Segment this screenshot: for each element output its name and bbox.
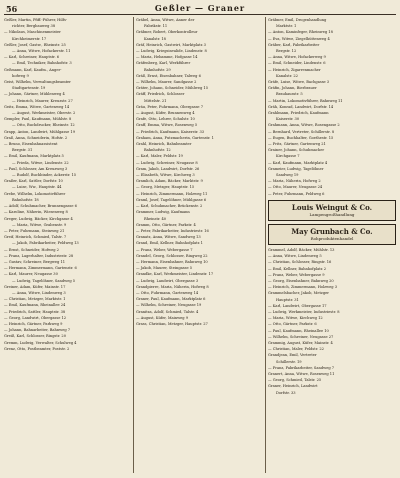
- running-head: Geßler — Graner: [154, 3, 246, 13]
- directory-entry: — Anton, Kaminfeger, Rheinweg 18: [268, 30, 333, 35]
- directory-entry: Graß, Anna, Schneiderin, Hofstr. 2: [4, 135, 68, 140]
- directory-entry: — Maria, Witwe, Kirchweg 12: [268, 316, 323, 321]
- directory-entry: — August, Küfer, Brunnenweg 4: [136, 111, 195, 116]
- directory-entry-continuation: — Anna, Witwe, Lindenweg 3: [12, 290, 66, 295]
- directory-entry: — Friedrich, Sattler, Hauptstr. 38: [4, 309, 66, 314]
- directory-entry: Greif, Heinrich, Schmied, Talstr. 7: [4, 235, 67, 240]
- directory-entry: Grahlmann, Friedrich, Kaufmann: [268, 111, 329, 116]
- directory-entry: Grammig, August, Küfer, Mainstr. 4: [268, 340, 333, 345]
- directory-entry: — Franz, Fabrikarbeiter, Sandweg 7: [268, 365, 335, 370]
- directory-entry: Granert, Anna, Witwe, Rosenweg 11: [268, 371, 335, 376]
- directory-entry: Gräu, Peter, Fuhrmann, Obergasse 7: [136, 104, 203, 109]
- directory-entry: — Hermann, Eisenbahner, Bahnweg 10: [136, 259, 208, 264]
- directory-entry: Gräfenberg, Karl, Werkführer: [136, 61, 191, 66]
- directory-entry: — Emil, Kaufmann, Marktplatz 5: [4, 154, 64, 159]
- directory-entry-continuation: Bahnhofstr. 29: [144, 67, 171, 72]
- column-3-lower: [268, 247, 396, 396]
- directory-entry: — Karl, Maurer, Neugasse 30: [4, 272, 58, 277]
- directory-entry-continuation: Bergstr. 12: [276, 49, 297, 54]
- directory-entry: — Peter, Fabrikarbeiter, Industriestr. 16: [136, 228, 209, 233]
- directory-entry: Graner, Heinrich, Landwirt: [268, 384, 318, 389]
- directory-entry: Grandjean, Emil, Vertreter: [268, 353, 317, 358]
- directory-entry: Grapp, Anton, Landwirt, Mühlgasse 19: [4, 129, 75, 134]
- directory-entry: Grafe, Otto, Lehrer, Schulstr. 10: [136, 117, 195, 122]
- directory-entry: — Peter, Fuhrmann, Feldweg 6: [268, 191, 325, 196]
- header-rule: [4, 14, 396, 15]
- directory-entry: Gräter, Johann, Schneider, Mühlweg 15: [136, 86, 208, 91]
- directory-entry: Geßler, Josef, Gastw., Rheinstr. 25: [4, 42, 66, 47]
- directory-entry: — Wilhelm, Maurer, Sandgasse 2: [136, 80, 197, 85]
- directory-entry-continuation: — Otto, Buchdrucker, Rheinstr. 12: [12, 123, 75, 128]
- directory-entry: — Peter, Fuhrmann, Steinweg 21: [4, 228, 65, 233]
- right-guide-word: Graner: [207, 3, 246, 13]
- directory-entry: — Bernhard, Vertreter, Schillerstr. 8: [268, 129, 335, 134]
- directory-entry: Gräfin, Johann, Bierbrauer: [268, 86, 317, 91]
- directory-entry: — Ernst, Schneider, Hofweg 2: [4, 247, 59, 252]
- directory-entry: Grand, Emil, Kellner, Bahnhofplatz 1: [136, 241, 203, 246]
- directory-entry: — Johann, Gärtner, Mühlenweg 4: [4, 92, 65, 97]
- directory-entry: Greger, Ludwig, Bäcker, Kirchgasse 4: [4, 216, 73, 221]
- advertisement-subtitle: Rohproduktenhandel: [310, 235, 354, 241]
- directory-entry-continuation: Kirchheimerstr. 17: [12, 36, 47, 41]
- directory-entry: — Karl, Schreiner, Hauptstr. 6: [4, 55, 60, 60]
- directory-entry: — Georg, Landwirt, Obergasse 12: [4, 315, 67, 320]
- directory-entry: — August, Küfer, Mainweg 9: [136, 315, 189, 320]
- directory-entry: — Ludwig, Landwirt, Obergasse 3: [136, 278, 199, 283]
- page-number: 56: [6, 4, 18, 14]
- directory-entry-continuation: — Emil, Techniker, Bahnhofstr. 3: [12, 61, 72, 66]
- directory-entry: Grandke, Karl, Werkmeister, Lindenstr. 17: [136, 272, 214, 277]
- directory-entry-continuation: Bahnhofstr. 18: [12, 197, 39, 202]
- directory-entry: — Eva, Witwe, Ziegelhüttenweg 4: [268, 36, 330, 41]
- directory-entry: — Adolf, Schuhmacher, Brunnengasse 6: [4, 204, 77, 209]
- directory-entry: Gräfe, Luise, Witwe, Bachgasse 3: [268, 80, 330, 85]
- directory-entry: Greiner, Adam, Küfer, Mainstr. 17: [4, 284, 66, 289]
- directory-entry: Gräbner, Emil, Drogenhandlung: [268, 18, 327, 22]
- directory-entry: — Anna, Witwe, Lindenweg 5: [268, 254, 322, 259]
- directory-entry-continuation: — August, Werkmeister, Oberstr. 2: [12, 111, 76, 116]
- directory-entry: — Georg, Metzger, Hauptstr. 15: [136, 185, 195, 190]
- directory-entry: — Heinrich, Zimmermann, Holzweg 3: [268, 285, 337, 290]
- directory-entry-continuation: Brauhausstr. 5: [276, 92, 303, 97]
- directory-entry: — Otto, Gärtner, Parkstr. 6: [268, 322, 317, 327]
- directory-entry: — Bruno, Eisenbahnassistent: [4, 142, 58, 147]
- directory-entry: Gräh, Konrad, Landwirt, Dorfstr. 14: [268, 104, 334, 109]
- directory-entry: — Christian, Metzger, Marktstr. 1: [4, 297, 66, 302]
- directory-entry: — Karl, Kaufmann, Marktplatz 4: [268, 160, 328, 165]
- column-1: [4, 17, 131, 475]
- directory-entry: Grass, Christian, Metzger, Hauptstr. 27: [136, 321, 208, 326]
- directory-entry: — Franz, Weber, Webergasse 9: [268, 272, 325, 277]
- advertisement-title: Louis Weingut & Co.: [291, 202, 373, 212]
- directory-entry-continuation: richter, Bergbauweg 38: [12, 24, 56, 29]
- directory-entry: — Georg, Eisenbahner, Bahnweg 20: [268, 278, 334, 283]
- directory-entry: — Heinrich, Zimmermann, Holzweg 11: [136, 191, 208, 196]
- directory-entry: — Ludwig, Werkmeister, Industriestr. 8: [268, 309, 340, 314]
- directory-entry-continuation: — Jakob, Fabrikarbeiter, Feldweg 13: [12, 241, 79, 246]
- directory-entry: — Paul, Kaufmann, Rheinallee 10: [268, 328, 329, 333]
- directory-entry: — Eugen, Buchhalter, Goethestr. 15: [268, 135, 334, 140]
- directory-entry-continuation: Hauptstr. 31: [276, 297, 299, 302]
- directory-entry: Graßer, Karl, Sattler, Dorfstr. 10: [4, 179, 63, 184]
- directory-entry: Grammer, Ludwig, Kaufmann: [136, 210, 190, 215]
- directory-entry: Gempler, Paul, Kaufmann, Mühlstr. 8: [4, 117, 72, 122]
- directory-entry: Geist, Wilhelm, Verwaltungsbeamter: [4, 80, 71, 85]
- left-guide-word: Geßler: [154, 3, 192, 13]
- directory-entry: — Franz, Weber, Webergasse 7: [136, 247, 193, 252]
- directory-entry-continuation: Schillerstr. 19: [276, 359, 302, 364]
- directory-entry: Grenz, Otto, Postbeamter, Poststr. 2: [4, 346, 70, 351]
- directory-entry: — Emil, Kaufmann, Rheinallee 24: [4, 303, 66, 308]
- directory-entry: — Friedrich, Kaufmann, Kaiserstr. 33: [136, 129, 205, 134]
- directory-entry: — Otto, Fuhrmann, Gartenweg 14: [136, 290, 199, 295]
- directory-entry: Greiß, Karl, Schlosser, Ringstr. 20: [4, 334, 66, 339]
- directory-entry-continuation: Rheinstr. 40: [144, 216, 167, 221]
- advertisement-box-1: [268, 200, 396, 221]
- directory-entry-continuation: — Ludwig, Tagelöhner, Sandweg 5: [12, 278, 76, 283]
- directory-entry-continuation: — Frieda, Witwe, Lindenstr. 22: [12, 160, 69, 165]
- directory-entry: — Martin, Lokomotivführer, Bahnweg 11: [268, 98, 343, 103]
- directory-entry: Gräß, Ernst, Eisenbahner, Talweg 6: [136, 73, 201, 78]
- directory-entry: Graff, Emma, Witwe, Rosenweg 5: [136, 123, 198, 128]
- directory-entry: — Franz, Lagerhalter, Industriestr. 28: [4, 253, 74, 258]
- directory-entry: — Karl, Landwirt, Obergasse 17: [268, 303, 327, 308]
- directory-entry: Granitza, Adolf, Schmied, Talstr. 4: [136, 309, 199, 314]
- advertisement-box-2: [268, 224, 396, 245]
- directory-entry: — Karl, Maler, Feldstr. 19: [136, 154, 183, 159]
- directory-entry: — Georg, Schmied, Talstr. 25: [268, 378, 322, 383]
- directory-entry: Geßler, Martin, Pfiff.-Führer, Hilfs-: [4, 18, 68, 22]
- directory-entry-continuation: Bergstr. 31: [12, 148, 33, 153]
- directory-entry: Gremm, Ludwig, Verwalter, Schulweg 4: [4, 340, 77, 345]
- directory-entry: Grameier, Ludwig, Tagelöhner: [268, 166, 324, 171]
- directory-entry-continuation: Marktstr. 1: [276, 24, 297, 29]
- column-2: [136, 17, 263, 475]
- directory-entry-continuation: hofweg 9: [12, 73, 29, 78]
- directory-entry: Grahl, Heinrich, Bahnbeamter: [136, 142, 192, 147]
- directory-entry: — Otto, Maurer, Neugasse 24: [268, 185, 323, 190]
- directory-entry: — Jakob, Maurer, Steingasse 5: [136, 266, 193, 271]
- directory-entry: — Christian, Schlosser, Ringstr. 16: [268, 260, 332, 265]
- directory-entry: Grandpierre, Maria, Näherin, Hofweg 8: [136, 284, 209, 289]
- directory-entry: — Ludwig, Schreiner, Neugasse 8: [136, 160, 198, 165]
- directory-entry: Gram, Jakob, Landwirt, Dorfstr. 26: [136, 166, 200, 171]
- directory-entry: Graner, Paul, Kaufmann, Marktplatz 6: [136, 297, 206, 302]
- directory-entry: Graham, Anna, Putzmacherin, Gartenstr. 1: [136, 135, 214, 140]
- advertisement-subtitle: Lampengroßhandlung: [309, 211, 355, 217]
- directory-entry: — Ludwig, Kriegsinvalide, Lindenstr. 8: [136, 49, 207, 54]
- column-3: [268, 17, 396, 475]
- directory-entry: Grainer, Johann, Schuhmacher: [268, 148, 325, 153]
- directory-entry: Gräf, Heinrich, Gastwirt, Marktplatz 3: [136, 42, 206, 47]
- directory-entry: — Emil, Kellner, Bahnhofplatz 2: [268, 266, 326, 271]
- directory-entry: Grandel, Georg, Schlosser, Ringweg 22: [136, 253, 208, 258]
- directory-entry: — Paul, Schlosser, Am Kreuzweg 3: [4, 166, 68, 171]
- directory-entry: — Gustav, Schreiner, Bergweg 11: [4, 259, 66, 264]
- directory-entry: — Wilhelm, Schreiner, Neugasse 19: [136, 303, 202, 308]
- directory-entry: Grahmann, Anna, Witwe, Rosengasse 2: [268, 123, 340, 128]
- directory-entry-continuation: — Heinrich, Maurer, Kreuzstr. 27: [12, 98, 73, 103]
- directory-entry: Gräff, Friedrich, Schlosser: [136, 92, 185, 97]
- directory-entry-continuation: Kanalstr. 18: [144, 36, 166, 41]
- directory-entry: Grammelsbacher, Jakob, Metzger: [268, 291, 329, 296]
- directory-entry: — Wilhelm, Schreiner, Neugasse 27: [268, 334, 334, 339]
- directory-entry: Gräber, Karl, Fabrikarbeiter: [268, 42, 320, 47]
- directory-entry: — Elisabeth, Witwe, Kirchweg 3: [136, 173, 195, 178]
- directory-entry-continuation: — Anna, Witwe, Hofackerstr. 11: [12, 49, 71, 54]
- directory-entry: — Johann, Bahnarbeiter, Bahnweg 7: [4, 328, 71, 333]
- directory-entry: — Christian, Maler, Feldstr. 22: [268, 347, 324, 352]
- directory-entry: — Fritz, Gärtner, Gartenweg 21: [268, 142, 326, 147]
- directory-entry-continuation: Kirchgasse 7: [276, 154, 300, 159]
- directory-entry-continuation: Sandweg 19: [276, 173, 299, 178]
- directory-entry: Gramlich, Adam, Bäcker, Marktstr. 9: [136, 179, 203, 184]
- directory-entry: — Maria, Hebamme, Hofgasse 14: [136, 55, 198, 60]
- directory-entry-continuation: Stadtgartenstr. 19: [12, 86, 46, 91]
- directory-entry: Grammel, Adolf, Bäcker, Mühlstr. 13: [268, 247, 335, 252]
- advertisement-title: May Grunbach & Co.: [291, 226, 373, 236]
- directory-entry: Gräbner, Robert, Oberkontrolleur: [136, 30, 198, 35]
- directory-entry: — Karoline, Näherin, Wiesenweg 8: [4, 210, 68, 215]
- directory-entry: — Maria, Näherin, Hofweg 2: [268, 179, 321, 184]
- directory-entry-continuation: Dorfstr. 33: [276, 390, 296, 395]
- page-header: [0, 0, 400, 16]
- column-divider-1: [133, 17, 134, 473]
- directory-entry-continuation: Mittelstr. 21: [144, 98, 167, 103]
- directory-entry-continuation: — Maria, Witwe, Grabenstr. 9: [12, 222, 67, 227]
- directory-entry: Graml, Josef, Tagelöhner, Mühlgasse 6: [136, 197, 207, 202]
- directory-entry: Grebe, Wilhelm, Lokomotivführer: [4, 191, 66, 196]
- directory-entry: Gräbel, Anna, Witwe, Anner der: [136, 18, 195, 22]
- directory-entry: — Anna, Witwe, Hofackerweg 9: [268, 55, 326, 60]
- directory-entry-continuation: Kaiserstr. 30: [276, 117, 300, 122]
- directory-entry: — Hermann, Zimmermann, Gartenstr. 6: [4, 266, 77, 271]
- directory-entry: — Nikolaus, Maschinenmeister: [4, 30, 61, 35]
- column-3-upper: [268, 17, 396, 197]
- directory-entry: — Karl, Schuhmacher, Brückenstr. 2: [136, 204, 203, 209]
- directory-entry-continuation: Bahnhofstr. 12: [144, 148, 171, 153]
- directory-entry-continuation: Fabrikstr. 11: [144, 24, 168, 29]
- directory-entry: Geßmann, Karl, Kaufm., Anger-: [4, 67, 62, 72]
- directory-entry: — Emil, Schneider, Lindenstr. 6: [268, 61, 326, 66]
- directory-entry-continuation: Kanalstr. 22: [276, 73, 298, 78]
- directory-entry: — Heinrich, Zigarrenmacher: [268, 67, 321, 72]
- column-divider-2: [265, 17, 266, 473]
- directory-entry: Gramm, Otto, Gärtner, Parkstr. 4: [136, 222, 196, 227]
- directory-entry: Geitz, Emma, Witwe, Gartenweg 14: [4, 104, 70, 109]
- directory-entry: Granatz, Anna, Witwe, Sandweg 13: [136, 235, 201, 240]
- directory-entry: — Heinrich, Gärtner, Parkweg 9: [4, 321, 63, 326]
- directory-entry-continuation: — Rudolf, Buchbinder, Ackerstr. 15: [12, 173, 77, 178]
- directory-entry-continuation: — Luise, Ww., Hauptstr. 44: [12, 185, 62, 190]
